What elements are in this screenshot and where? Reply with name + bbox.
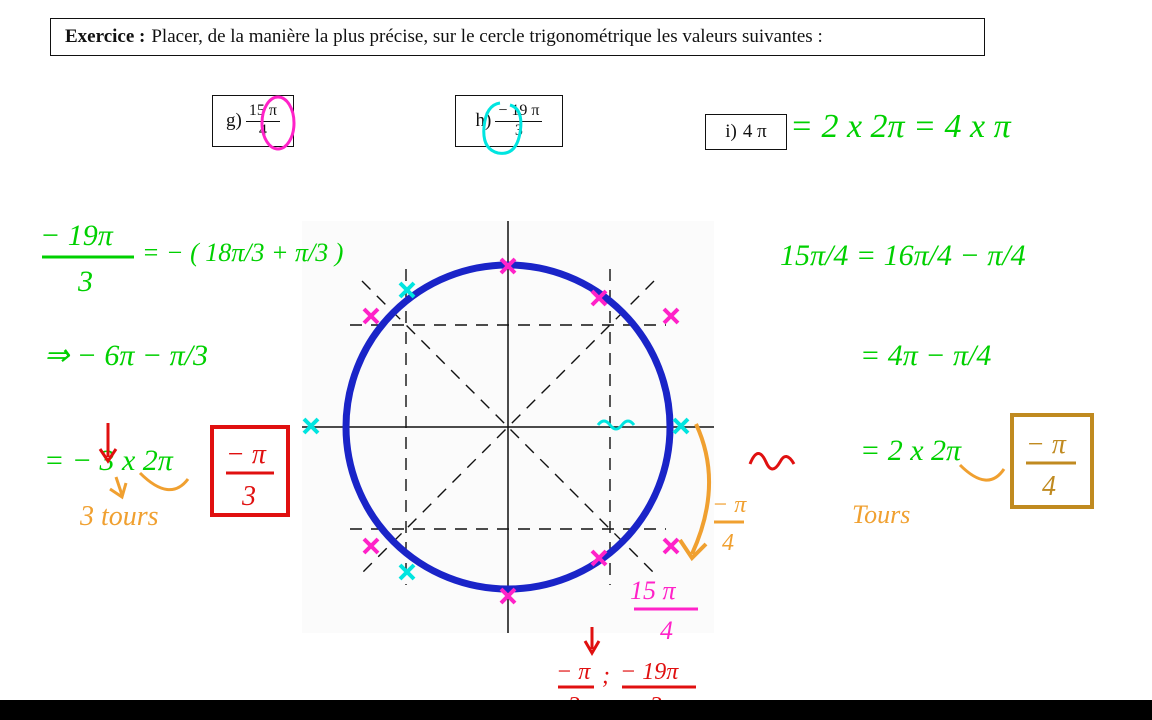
question-i-box (705, 114, 787, 150)
left-line3: = − 3 x 2π (44, 444, 173, 477)
right-box-den: 4 (1042, 471, 1056, 502)
exercise-text: Placer, de la manière la plus précise, sur le cercle trigonométrique les valeurs suivantes : (151, 26, 823, 47)
trig-circle-figure (302, 221, 714, 633)
left-line1-lhs-den: 3 (78, 265, 93, 298)
bottom-red-num: − π (556, 659, 591, 685)
question-h-box (455, 95, 563, 147)
question-h-numerator: − 19 π (498, 101, 540, 119)
bottom-letterbox (0, 700, 1152, 720)
question-g-numerator: 15 π (248, 101, 277, 119)
left-box-den: 3 (242, 481, 256, 512)
magenta-15pi-den: 4 (660, 616, 673, 645)
bottom-red-join: ; (602, 663, 610, 689)
left-line1-lhs-num: − 19π (40, 219, 113, 252)
left-line1-rhs: = − ( 18π/3 + π/3 ) (142, 238, 344, 267)
circle-minus-pi4-num: − π (712, 492, 747, 518)
question-g-fraction (246, 103, 280, 140)
left-line2: ⇒ − 6π − π/3 (44, 339, 209, 372)
question-h-prefix: h) (475, 110, 492, 131)
exercise-statement (50, 18, 985, 56)
circle-minus-pi4-den: 4 (722, 530, 734, 556)
question-g-prefix: g) (226, 110, 242, 131)
right-tours-label: Tours (852, 500, 911, 529)
green-i-text: = 2 x 2π = 4 x π (790, 108, 1011, 145)
question-i-prefix: i) (725, 121, 737, 142)
trig-circle-svg (302, 221, 714, 633)
right-line3: = 2 x 2π (860, 434, 962, 467)
question-i-value: 4 π (742, 121, 767, 142)
exercise-label: Exercice : (65, 26, 146, 47)
left-tours-label: 3 tours (80, 501, 159, 532)
question-h-fraction (495, 103, 542, 140)
question-h-denominator: 3 (514, 121, 523, 139)
right-line2: = 4π − π/4 (860, 339, 992, 372)
bottom-red-second-num: − 19π (620, 659, 679, 685)
right-line1: 15π/4 = 16π/4 − π/4 (780, 239, 1026, 272)
question-g-box (212, 95, 294, 147)
question-g-denominator: 4 (258, 121, 267, 139)
left-box-num: − π (226, 439, 266, 470)
right-box-num: − π (1026, 429, 1066, 460)
magenta-15pi-num: 15 π (630, 576, 676, 605)
